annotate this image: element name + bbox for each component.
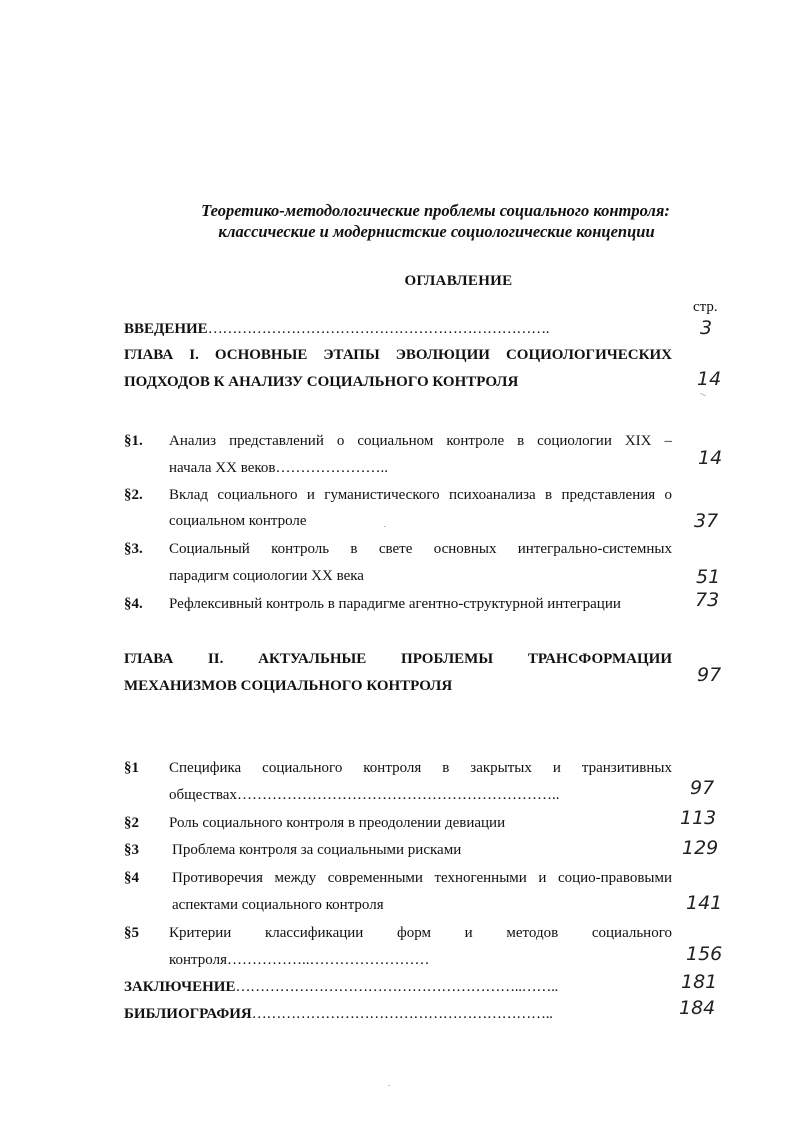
- document-title-line-1: Теоретико-методологические проблемы социального контроля:: [201, 201, 670, 220]
- ch2-section4-line-1: Противоречия между современными техногенными и социо-правовыми: [172, 870, 672, 886]
- ch2-section1-page-number: 97: [690, 777, 715, 799]
- scan-speck: [700, 393, 706, 396]
- ch2-section1-number: §1: [124, 760, 139, 776]
- intro-label: ВВЕДЕНИЕ: [124, 321, 208, 337]
- ch2-section5-line-2: контроля……………..……………………: [169, 952, 430, 968]
- ch1-section1-line-2: начала XX веков…………………..: [169, 460, 388, 476]
- chapter2-title-line-2: МЕХАНИЗМОВ СОЦИАЛЬНОГО КОНТРОЛЯ: [124, 678, 453, 694]
- bibliography-dots: ……………………………………………………..: [251, 1006, 553, 1022]
- ch1-section3-page-number: 51: [696, 566, 721, 588]
- ch2-section2-page-number: 113: [680, 807, 717, 829]
- ch2-section1-line-2: обществах………………………………………………………..: [169, 787, 560, 803]
- chapter1-title-line-2: ПОДХОДОВ К АНАЛИЗУ СОЦИАЛЬНОГО КОНТРОЛЯ: [124, 374, 519, 390]
- ch1-section2-number: §2.: [124, 487, 143, 503]
- toc-entry-intro: [124, 321, 549, 338]
- ch2-section3-line-1: Проблема контроля за социальными рисками: [172, 842, 462, 858]
- chapter1-page-number: 14: [697, 368, 722, 390]
- ch1-section4-line-1: Рефлексивный контроль в парадигме агентно-структурной интеграции: [169, 596, 621, 612]
- ch2-section4-number: §4: [124, 870, 139, 886]
- ch1-section3-number: §3.: [124, 541, 143, 557]
- ch2-section5-line-1: Критерии классификации форм и методов социального: [169, 925, 672, 941]
- conclusion-label: ЗАКЛЮЧЕНИЕ: [124, 979, 236, 995]
- intro-dots: …………………………………………………………….: [207, 321, 550, 337]
- ch1-section1-line-1: Анализ представлений о социальном контроле в социологии XIX –: [169, 433, 672, 449]
- ch2-section4-line-2: аспектами социального контроля: [172, 897, 384, 913]
- chapter2-title-line-1: ГЛАВА II. АКТУАЛЬНЫЕ ПРОБЛЕМЫ ТРАНСФОРМАЦИИ: [124, 651, 672, 667]
- ch2-section2-number: §2: [124, 815, 139, 831]
- ch2-section1-line-1: Специфика социального контроля в закрытых и транзитивных: [169, 760, 672, 776]
- toc-entry-bibliography: [124, 1006, 553, 1023]
- toc-heading: ОГЛАВЛЕНИЕ: [404, 273, 513, 289]
- ch2-section2-line-1: Роль социального контроля в преодолении девиации: [169, 815, 506, 831]
- ch1-section3-line-1: Социальный контроль в свете основных интегрально-системных: [169, 541, 672, 557]
- document-title-line-2: классические и модернистские социологические концепции: [218, 222, 655, 241]
- conclusion-dots: …………………………………………………..……..: [235, 979, 558, 995]
- ch1-section2-page-number: 37: [694, 510, 719, 532]
- ch1-section2-line-2: социальном контроле: [169, 513, 307, 529]
- scan-speck: [384, 526, 386, 527]
- toc-entry-conclusion: [124, 979, 558, 996]
- ch1-section2-line-1: Вклад социального и гуманистического психоанализа в представления о: [169, 487, 672, 503]
- ch1-section4-page-number: 73: [695, 589, 720, 611]
- conclusion-page-number: 181: [681, 971, 718, 993]
- scan-speck: [388, 1085, 390, 1086]
- ch2-section5-number: §5: [124, 925, 139, 941]
- ch1-section1-number: §1.: [124, 433, 143, 449]
- chapter1-title-line-1: ГЛАВА I. ОСНОВНЫЕ ЭТАПЫ ЭВОЛЮЦИИ СОЦИОЛОГИЧЕСКИХ: [124, 347, 672, 363]
- chapter2-page-number: 97: [697, 664, 722, 686]
- ch1-section3-line-2: парадигм социологии XX века: [169, 568, 364, 584]
- bibliography-page-number: 184: [679, 997, 716, 1019]
- ch1-section4-number: §4.: [124, 596, 143, 612]
- ch2-section3-page-number: 129: [682, 837, 719, 859]
- ch2-section4-page-number: 141: [686, 892, 723, 914]
- intro-page-number: 3: [700, 317, 713, 339]
- page-column-label: стр.: [693, 299, 718, 315]
- ch2-section5-page-number: 156: [686, 943, 723, 965]
- bibliography-label: БИБЛИОГРАФИЯ: [124, 1006, 252, 1022]
- ch1-section1-page-number: 14: [698, 447, 723, 469]
- ch2-section3-number: §3: [124, 842, 139, 858]
